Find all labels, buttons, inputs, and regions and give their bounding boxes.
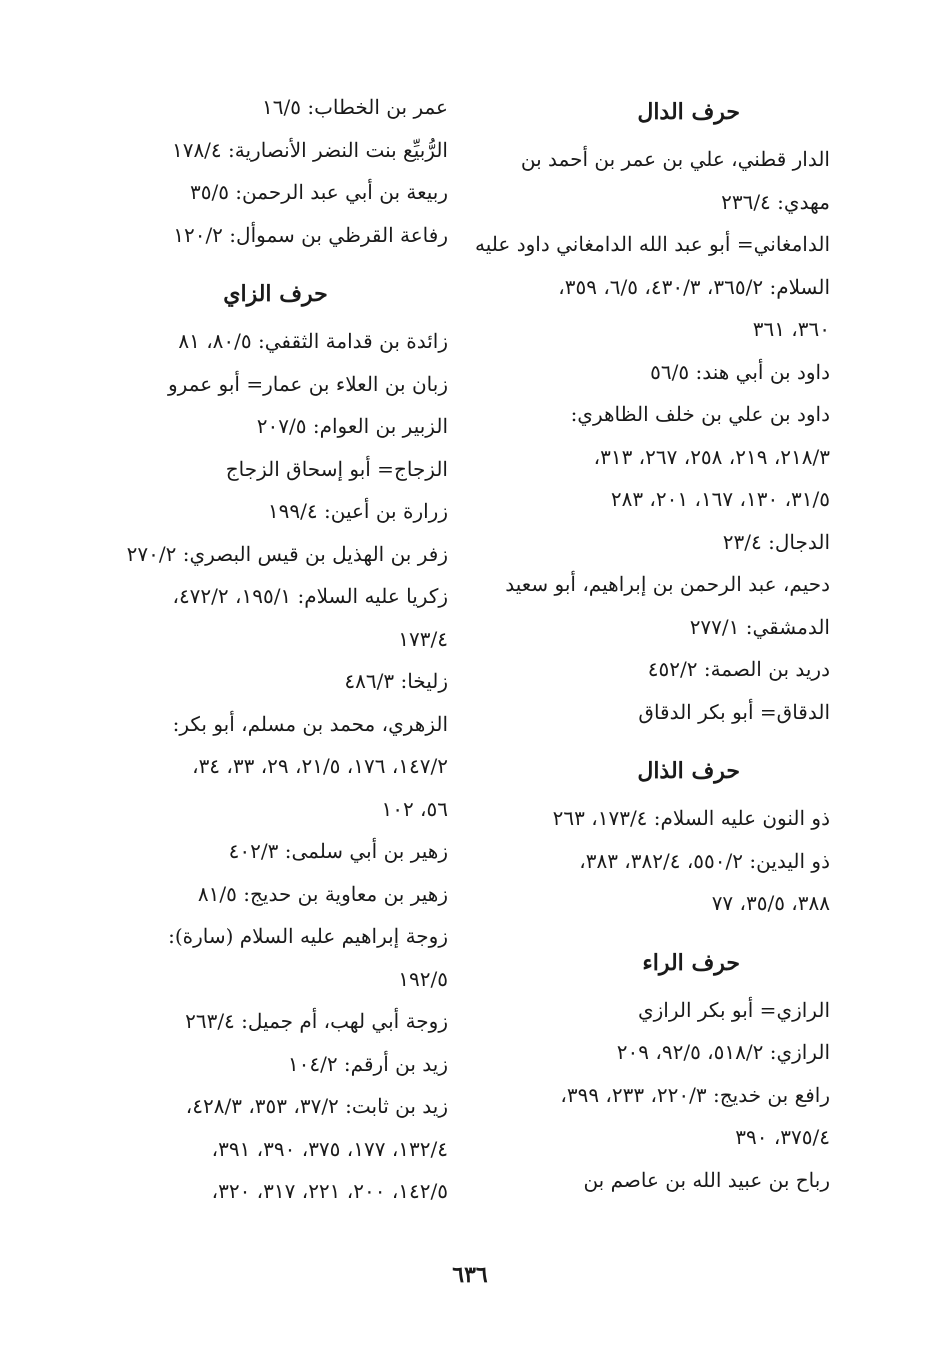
- index-entry-line: زرارة بن أعين: ١٩٩/٤: [267, 499, 448, 523]
- index-entry-line: زهير بن أبي سلمى: ٤٠٢/٣: [228, 839, 448, 863]
- index-entry-line: رافع بن خديج: ٢٢٠/٣، ٢٣٣، ٣٩٩،: [560, 1082, 830, 1107]
- index-entry-line: رفاعة القرظي بن سموأل: ١٢٠/٢: [173, 222, 448, 247]
- index-entry-line: الدمشقي: ٢٧٧/١: [689, 614, 830, 639]
- index-entry-line: ١٤٧/٢، ١٧٦، ٢١/٥، ٢٩، ٣٣، ٣٤،: [192, 754, 448, 778]
- index-entry-line: ١٩٢/٥: [398, 966, 448, 991]
- section-heading: حرف الذال: [637, 758, 740, 784]
- index-entry-line: ٣٨٨، ٣٥/٥، ٧٧: [711, 891, 830, 915]
- index-entry-line: ٢١٨/٣، ٢١٩، ٢٥٨، ٢٦٧، ٣١٣،: [593, 444, 830, 469]
- index-entry-line: عمر بن الخطاب: ١٦/٥: [262, 95, 448, 119]
- index-entry-line: ٣١/٥، ١٣٠، ١٦٧، ٢٠١، ٢٨٣: [610, 487, 830, 511]
- index-entry-line: الزهري، محمد بن مسلم، أبو بكر:: [172, 711, 448, 736]
- page-number: ٦٣٦: [452, 1262, 488, 1288]
- left-column: [103, 86, 448, 1213]
- index-entry-line: رباح بن عبيد الله بن عاصم بن: [583, 1167, 830, 1192]
- index-entry-line: الرُّبيِّع بنت النضر الأنصارية: ١٧٨/٤: [171, 137, 448, 162]
- index-entry-line: ٣٧٥/٤، ٣٩٠: [735, 1125, 830, 1149]
- index-entry-line: دحيم، عبد الرحمن بن إبراهيم، أبو سعيد: [505, 572, 830, 596]
- index-entry-line: الدار قطني، علي بن عمر بن أحمد بن: [520, 147, 830, 171]
- index-entry-line: ذو اليدين: ٥٥٠/٢، ٣٨٢/٤، ٣٨٣،: [579, 848, 830, 873]
- index-entry-line: داود بن علي بن خلف الظاهري:: [570, 402, 830, 426]
- section-gap: [490, 925, 830, 937]
- right-column: [475, 86, 830, 1201]
- index-entry-line: زوجة أبي لهب، أم جميل: ٢٦٣/٤: [185, 1009, 448, 1033]
- index-entry-line: الدامغاني= أبو عبد الله الدامغاني داود عليه: [475, 232, 830, 256]
- index-entry-line: زائدة بن قدامة الثقفي: ٨٠/٥، ٨١: [178, 329, 448, 353]
- section-heading: حرف الزاي: [223, 281, 328, 307]
- index-entry-line: ذو النون عليه السلام: ١٧٣/٤، ٢٦٣: [552, 806, 830, 830]
- index-entry-line: الرازي= أبو بكر الرازي: [637, 997, 830, 1022]
- index-entry-line: ٣٦٠، ٣٦١: [752, 317, 830, 341]
- index-entry-line: الزجاج= أبو إسحاق الزجاج: [225, 456, 448, 481]
- index-entry-line: داود بن أبي هند: ٥٦/٥: [650, 359, 830, 384]
- index-entry-line: زبان بن العلاء بن عمار= أبو عمرو: [167, 371, 448, 396]
- index-entry-line: زفر بن الهذيل بن قيس البصري: ٢٧٠/٢: [126, 541, 448, 566]
- index-entry-line: زهير بن معاوية بن حديج: ٨١/٥: [197, 881, 448, 906]
- index-entry-line: زيد بن ثابت: ٣٧/٢، ٣٥٣، ٤٢٨/٣،: [185, 1094, 448, 1118]
- index-entry-line: ١٤٢/٥، ٢٠٠، ٢٢١، ٣١٧، ٣٢٠،: [211, 1179, 448, 1203]
- index-entry-line: ١٧٣/٤: [398, 626, 448, 651]
- index-entry-line: ٥٦، ١٠٢: [381, 796, 448, 821]
- section-heading: حرف الراء: [642, 949, 740, 976]
- section-heading: حرف الدال: [637, 99, 740, 125]
- index-entry-line: السلام: ٣٦٥/٢، ٤٣٠/٣، ٦/٥، ٣٥٩،: [558, 274, 830, 299]
- index-entry-line: الدقاق= أبو بكر الدقاق: [638, 699, 830, 724]
- index-entry-line: الرازي: ٥١٨/٢، ٩٢/٥، ٢٠٩: [616, 1040, 830, 1064]
- index-entry-line: ربيعة بن أبي عبد الرحمن: ٣٥/٥: [189, 180, 448, 204]
- section-gap: [490, 733, 830, 745]
- index-entry-line: الزبير بن العوام: ٢٠٧/٥: [256, 414, 448, 438]
- index-entry-line: زكريا عليه السلام: ١٩٥/١، ٤٧٢/٢،: [172, 584, 448, 608]
- index-entry-line: زوجة إبراهيم عليه السلام (سارة):: [168, 924, 448, 948]
- section-gap: [103, 256, 448, 268]
- index-entry-line: مهدي: ٢٣٦/٤: [721, 189, 830, 214]
- index-entry-line: الدجال: ٢٣/٤: [722, 529, 830, 554]
- index-entry-line: ١٣٢/٤، ١٧٧، ٣٧٥، ٣٩٠، ٣٩١،: [211, 1136, 448, 1161]
- index-entry-line: دريد بن الصمة: ٤٥٢/٢: [647, 657, 830, 681]
- index-entry-line: زليخا: ٤٨٦/٣: [344, 669, 448, 693]
- index-entry-line: زيد بن أرقم: ١٠٤/٢: [287, 1051, 448, 1076]
